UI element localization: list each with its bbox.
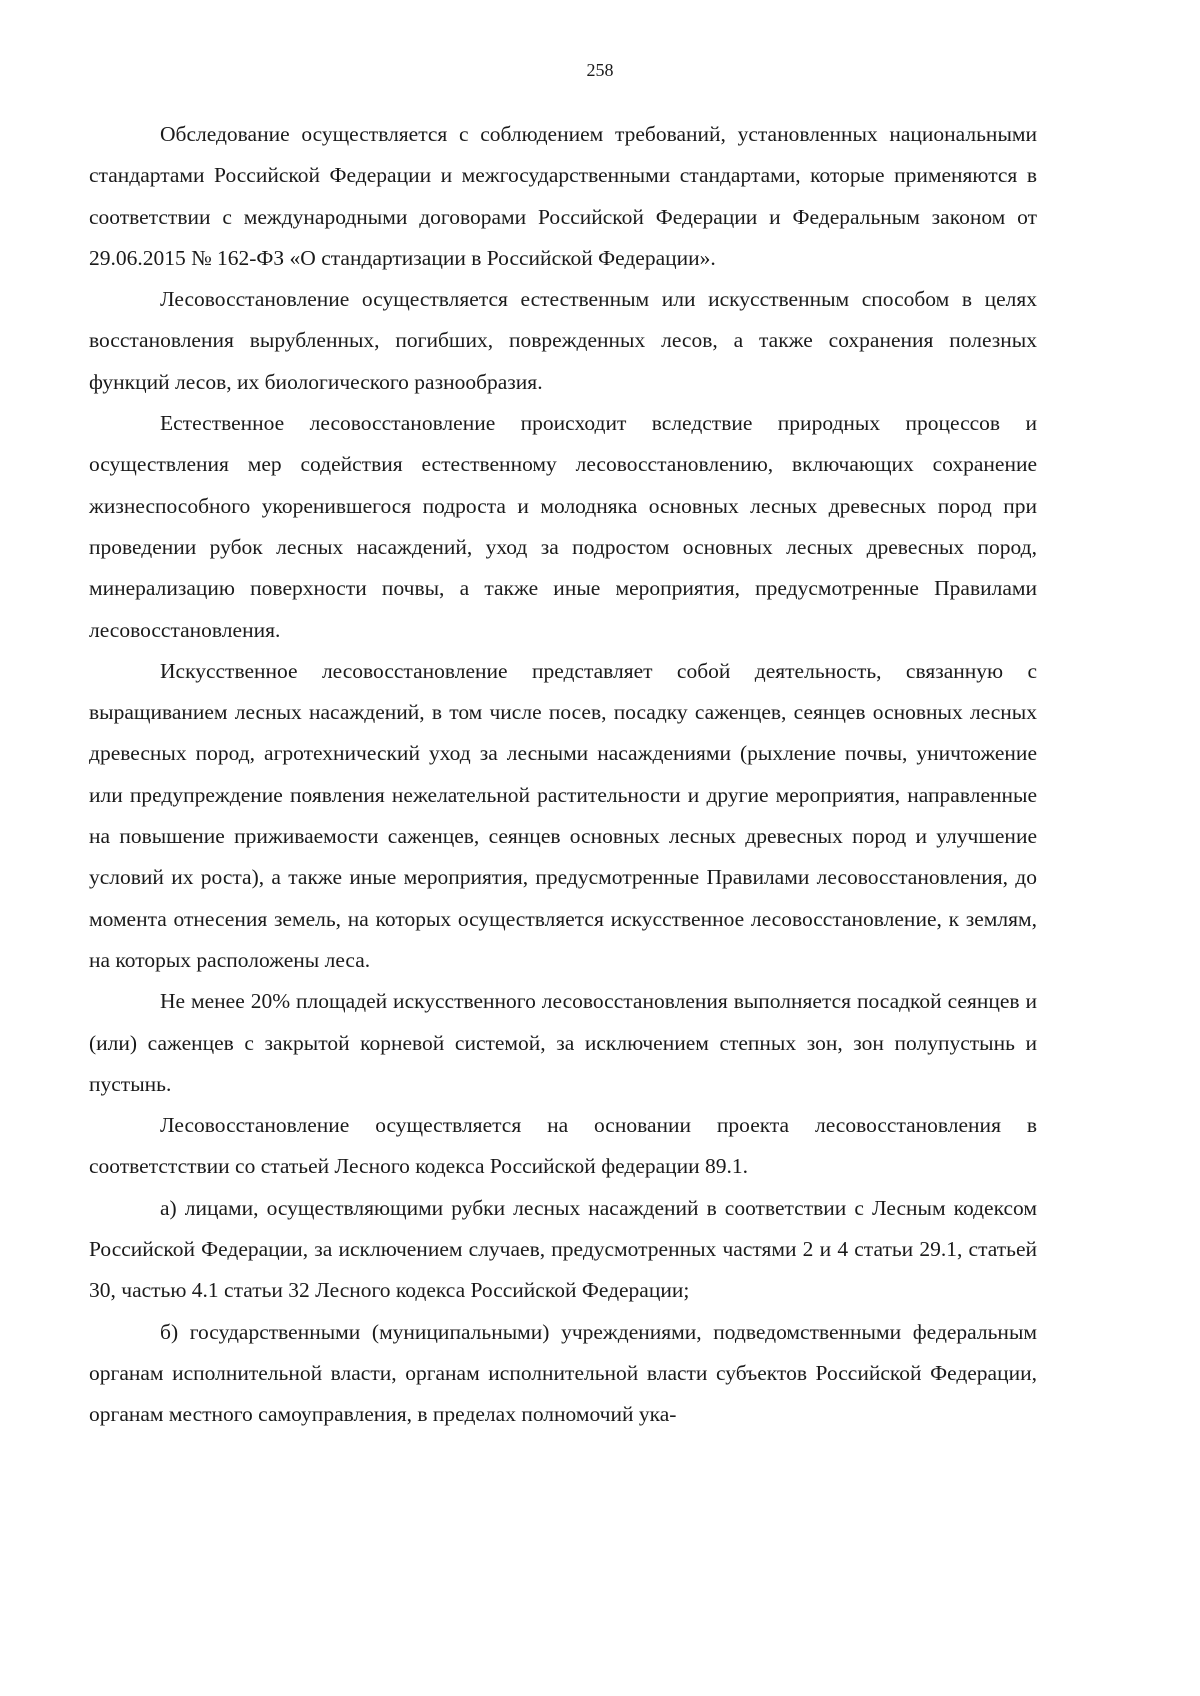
paragraph-survey-standards: Обследование осуществляется с соблюдением требований, установленных национальными стандартами Российской Федерации и межгосударственными стандартами, которые применяются в соответствии с международными договорами Российской Федерации и Федеральным законом от 29.06.2015 № 162-ФЗ «О стандартизации в Российской Федерации».	[89, 122, 1037, 270]
paragraph-natural-reforestation: Естественное лесовосстановление происходит вследствие природных процессов и осуществления мер содействия естественному лесовосстановлению, включающих сохранение жизнеспособного укоренившегося подроста и молодняка основных лесных древесных пород при проведении рубок лесных насаждений, уход за подростом основных лесных древесных пород, минерализацию поверхности почвы, а также иные мероприятия, предусмотренные Правилами лесовосстановления.	[89, 411, 1037, 642]
paragraph-artificial-reforestation: Искусственное лесовосстановление представляет собой деятельность, связанную с выращиванием лесных насаждений, в том числе посев, посадку саженцев, сеянцев основных лесных древесных пород, агротехнический уход за лесными насаждениями (рыхление почвы, уничтожение или предупреждение появления нежелательной растительности и другие мероприятия, направленные на повышение приживаемости саженцев, сеянцев основных лесных древесных пород и улучшение условий их роста), а также иные мероприятия, предусмотренные Правилами лесовосстановления, до момента отнесения земель, на которых осуществляется искусственное лесовосстановление, к землям, на которых расположены леса.	[89, 658, 1037, 972]
list-item-a: а) лицами, осуществляющими рубки лесных насаждений в соответствии с Лесным кодексом Российской Федерации, за исключением случаев, предусмотренных частями 2 и 4 статьи 29.1, статьей 30, частью 4.1 статьи 32 Лесного кодекса Российской Федерации;	[89, 1195, 1037, 1303]
page-number: 258	[586, 60, 614, 80]
document-body	[89, 114, 1037, 1436]
paragraph-closed-root-seedlings: Не менее 20% площадей искусственного лесовосстановления выполняется посадкой сеянцев и (или) саженцев с закрытой корневой системой, за исключением степных зон, зон полупустынь и пустынь.	[89, 989, 1037, 1096]
paragraph-reforestation-definition: Лесовосстановление осуществляется естественным или искусственным способом в целях восстановления вырубленных, погибших, поврежденных лесов, а также сохранения полезных функций лесов, их биологического разнообразия.	[89, 287, 1037, 394]
paragraph-reforestation-project: Лесовосстановление осуществляется на основании проекта лесовосстановления в соответстствии со статьей Лесного кодекса Российской федерации 89.1.	[89, 1113, 1037, 1179]
list-item-b: б) государственными (муниципальными) учреждениями, подведомственными федеральным органам исполнительной власти, органам исполнительной власти субъектов Российской Федерации, органам местного самоуправления, в пределах полномочий ука-	[89, 1319, 1037, 1427]
